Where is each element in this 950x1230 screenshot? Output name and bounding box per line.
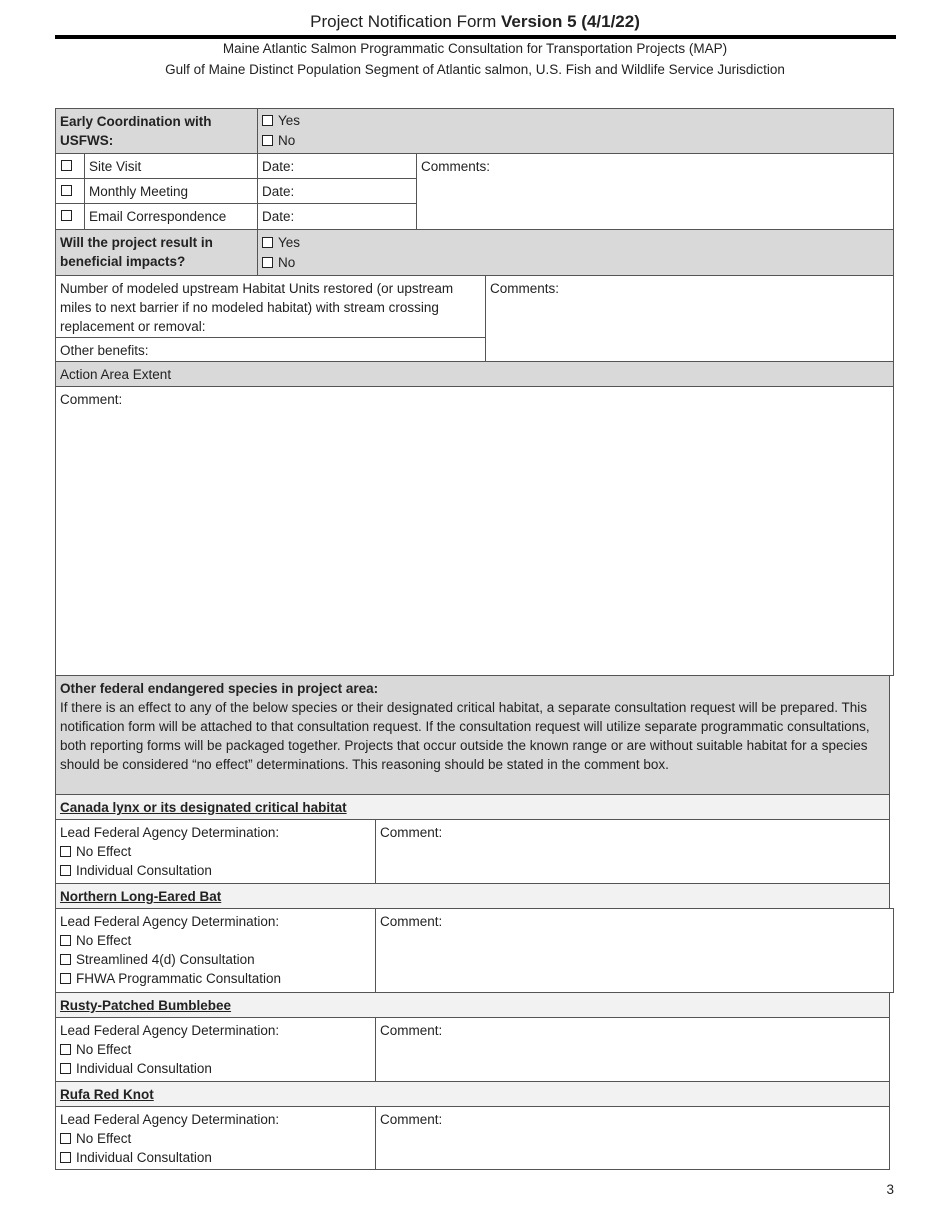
site-visit-date-field[interactable]: Date: [257, 153, 417, 179]
species-heading-bumblebee: Rusty-Patched Bumblebee [55, 992, 890, 1018]
site-visit-label: Site Visit [84, 153, 258, 179]
option-individual-consultation[interactable]: Individual Consultation [60, 1059, 371, 1078]
page-title: Project Notification Form Version 5 (4/1/22) [310, 12, 640, 31]
beneficial-no-option[interactable]: No [262, 253, 889, 273]
email-date-field[interactable]: Date: [257, 203, 417, 230]
checkbox[interactable] [60, 1133, 71, 1144]
species-intro [55, 675, 890, 795]
canada-lynx-comment-field[interactable]: Comment: [375, 819, 890, 884]
option-fhwa-programmatic[interactable]: FHWA Programmatic Consultation [60, 969, 371, 988]
beneficial-comments-field[interactable]: Comments: [485, 275, 894, 362]
early-yes-option[interactable]: Yes [262, 111, 889, 131]
species-heading-nleb: Northern Long-Eared Bat [55, 883, 890, 909]
option-individual-consultation[interactable]: Individual Consultation [60, 861, 371, 880]
other-benefits-field[interactable]: Other benefits: [55, 337, 486, 362]
nleb-determination [55, 908, 376, 993]
nleb-comment-field[interactable]: Comment: [375, 908, 894, 993]
determination-label: Lead Federal Agency Determination: [60, 914, 280, 929]
checkbox[interactable] [60, 1063, 71, 1074]
checkbox[interactable] [61, 160, 72, 171]
species-heading-red-knot: Rufa Red Knot [55, 1081, 890, 1107]
option-no-effect[interactable]: No Effect [60, 1129, 371, 1148]
species-heading-canada-lynx: Canada lynx or its designated critical habitat [55, 794, 890, 820]
determination-label: Lead Federal Agency Determination: [60, 1023, 280, 1038]
checkbox[interactable] [262, 257, 273, 268]
checkbox[interactable] [262, 115, 273, 126]
checkbox[interactable] [60, 935, 71, 946]
option-no-effect[interactable]: No Effect [60, 842, 371, 861]
species-intro-heading: Other federal endangered species in project area: [60, 681, 379, 696]
site-visit-checkbox-cell[interactable] [55, 153, 85, 179]
red-knot-determination [55, 1106, 376, 1170]
early-comments-field[interactable]: Comments: [416, 153, 894, 230]
determination-label: Lead Federal Agency Determination: [60, 825, 280, 840]
option-individual-consultation[interactable]: Individual Consultation [60, 1148, 371, 1167]
checkbox[interactable] [60, 1152, 71, 1163]
checkbox[interactable] [60, 846, 71, 857]
checkbox[interactable] [61, 185, 72, 196]
checkbox[interactable] [60, 865, 71, 876]
red-knot-comment-field[interactable]: Comment: [375, 1106, 890, 1170]
beneficial-impacts-label: Will the project result in beneficial impacts? [55, 229, 258, 276]
checkbox[interactable] [262, 237, 273, 248]
monthly-meeting-checkbox-cell[interactable] [55, 178, 85, 204]
bumblebee-comment-field[interactable]: Comment: [375, 1017, 890, 1082]
checkbox[interactable] [262, 135, 273, 146]
option-no-effect[interactable]: No Effect [60, 931, 371, 950]
page-number: 3 [886, 1182, 894, 1197]
determination-label: Lead Federal Agency Determination: [60, 1112, 280, 1127]
monthly-meeting-date-field[interactable]: Date: [257, 178, 417, 204]
subtitle-program: Maine Atlantic Salmon Programmatic Consultation for Transportation Projects (MAP) [222, 41, 728, 56]
action-area-comment-field[interactable]: Comment: [55, 386, 894, 676]
early-coordination-options [257, 108, 894, 154]
header-rule [55, 35, 896, 39]
monthly-meeting-label: Monthly Meeting [84, 178, 258, 204]
beneficial-options [257, 229, 894, 276]
bumblebee-determination [55, 1017, 376, 1082]
checkbox[interactable] [60, 954, 71, 965]
species-intro-text: If there is an effect to any of the below species or their designated critical habitat, a separate consultation request will be prepared. This notification form will be attached to that consultation request. If the consultation request will utilize separate programmatic consultations, both reporting forms will be packaged together. Projects that occur outside the known range or are without suitable habitat for a species should be considered “no effect” determinations. This reasoning should be stated in the comment box. [60, 700, 870, 772]
action-area-heading: Action Area Extent [55, 361, 894, 387]
subtitle-jurisdiction: Gulf of Maine Distinct Population Segment of Atlantic salmon, U.S. Fish and Wildlife Service Jurisdiction [165, 62, 785, 77]
checkbox[interactable] [61, 210, 72, 221]
checkbox[interactable] [60, 1044, 71, 1055]
early-coordination-label: Early Coordination with USFWS: [55, 108, 258, 154]
early-no-option[interactable]: No [262, 131, 889, 151]
option-streamlined-4d[interactable]: Streamlined 4(d) Consultation [60, 950, 371, 969]
canada-lynx-determination [55, 819, 376, 884]
email-label: Email Correspondence [84, 203, 258, 230]
option-no-effect[interactable]: No Effect [60, 1040, 371, 1059]
email-checkbox-cell[interactable] [55, 203, 85, 230]
habitat-units-field[interactable]: Number of modeled upstream Habitat Units restored (or upstream miles to next barrier if no modeled habitat) with stream crossing replacement or removal: [55, 275, 486, 338]
beneficial-yes-option[interactable]: Yes [262, 233, 889, 253]
checkbox[interactable] [60, 973, 71, 984]
